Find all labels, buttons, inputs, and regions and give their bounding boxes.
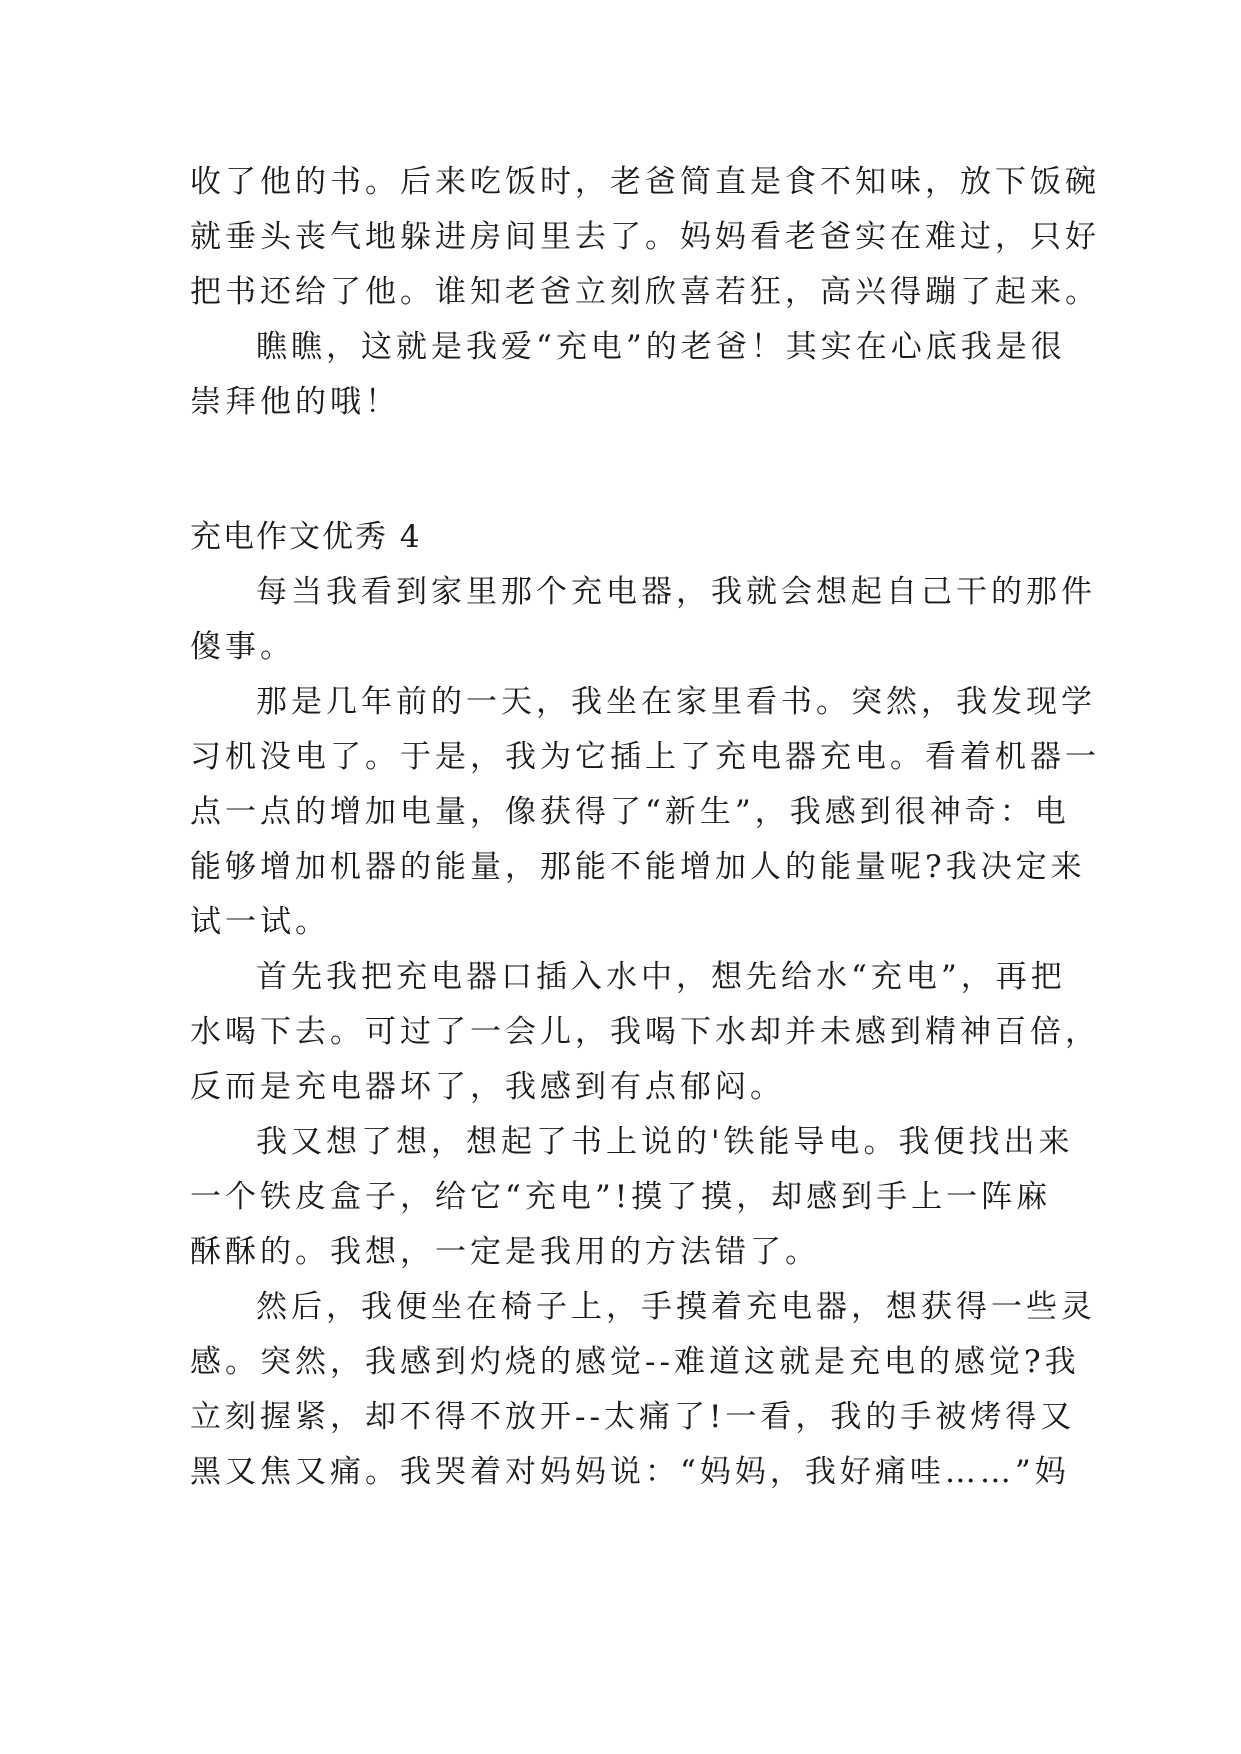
text-line: 我又想了想，想起了书上说的'铁能导电。我便找出来 xyxy=(256,1124,1074,1160)
text-line: 能够增加机器的能量，那能不能增加人的能量呢?我决定来 xyxy=(190,849,1086,885)
text-line: 黑又焦又痛。我哭着对妈妈说：“妈妈，我好痛哇……”妈 xyxy=(190,1454,1070,1490)
text-line: 酥酥的。我想，一定是我用的方法错了。 xyxy=(190,1234,820,1270)
paragraph-3 xyxy=(190,950,1100,1115)
text-line: 傻事。 xyxy=(190,629,295,665)
text-line: 首先我把充电器口插入水中，想先给水“充电”，再把 xyxy=(256,959,1066,995)
text-line: 那是几年前的一天，我坐在家里看书。突然，我发现学 xyxy=(256,684,1096,720)
text-line: 收了他的书。后来吃饭时，老爸简直是食不知味，放下饭碗 xyxy=(190,164,1100,200)
paragraph-2 xyxy=(190,675,1100,950)
text-line: 试一试。 xyxy=(190,904,330,940)
text-line: 感。突然，我感到灼烧的感觉--难道这就是充电的感觉?我 xyxy=(190,1344,1080,1380)
text-line: 点一点的增加电量，像获得了“新生”，我感到很神奇：电 xyxy=(190,794,1070,830)
text-line: 一个铁皮盒子，给它“充电”!摸了摸，却感到手上一阵麻 xyxy=(190,1179,1052,1215)
paragraph-closing xyxy=(190,320,1070,430)
text-line: 每当我看到家里那个充电器，我就会想起自己干的那件 xyxy=(256,574,1096,610)
paragraph-5 xyxy=(190,1280,1096,1500)
section-heading: 充电作文优秀 4 xyxy=(190,519,422,555)
text-line: 反而是充电器坏了，我感到有点郁闷。 xyxy=(190,1069,785,1105)
paragraph-continued xyxy=(190,155,1100,320)
paragraph-1 xyxy=(190,565,1096,675)
text-line: 崇拜他的哦！ xyxy=(190,384,400,420)
text-line: 水喝下去。可过了一会儿，我喝下水却并未感到精神百倍， xyxy=(190,1014,1100,1050)
text-line: 把书还给了他。谁知老爸立刻欣喜若狂，高兴得蹦了起来。 xyxy=(190,274,1100,310)
paragraph-4 xyxy=(190,1115,1074,1280)
text-line: 瞧瞧，这就是我爱“充电”的老爸！其实在心底我是很 xyxy=(256,329,1066,365)
text-line: 立刻握紧，却不得不放开--太痛了!一看，我的手被烤得又 xyxy=(190,1399,1076,1435)
section-gap xyxy=(190,430,1070,510)
text-line: 然后，我便坐在椅子上，手摸着充电器，想获得一些灵 xyxy=(256,1289,1096,1325)
text-line: 就垂头丧气地躲进房间里去了。妈妈看老爸实在难过，只好 xyxy=(190,219,1100,255)
document-page xyxy=(190,155,1100,1500)
text-line: 习机没电了。于是，我为它插上了充电器充电。看着机器一 xyxy=(190,739,1100,775)
